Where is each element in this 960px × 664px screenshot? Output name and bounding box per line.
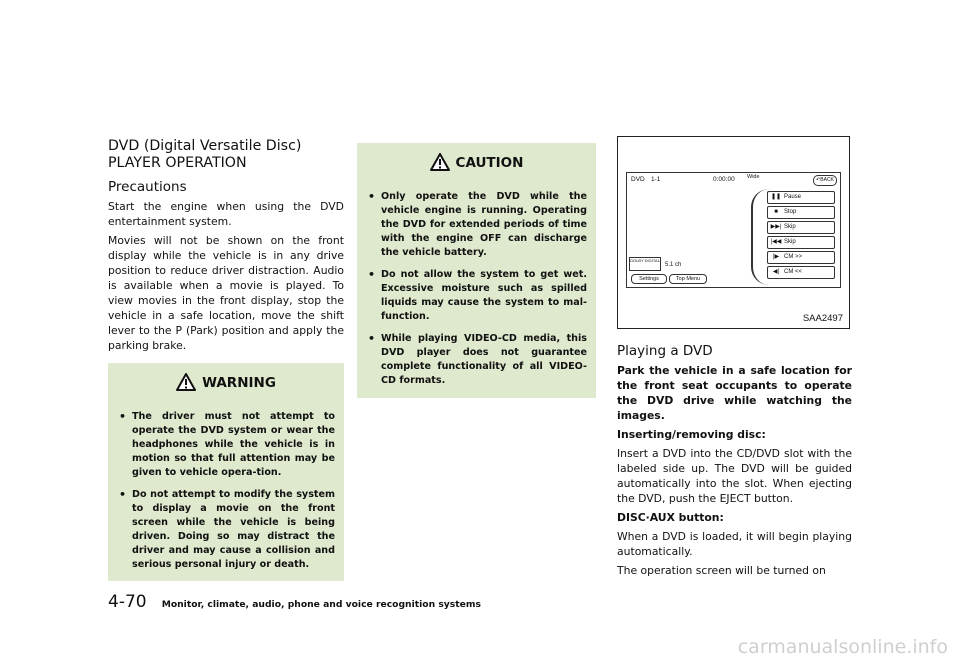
stop-icon: ■ [774,209,778,215]
cm-back-icon: ◀| [772,269,780,275]
back-icon: ↶ [816,177,821,183]
skip-forward-icon: ▶▶| [770,224,782,230]
footer-chapter-title: Monitor, climate, audio, phone and voice recognition systems [161,599,481,610]
dvd-operation-screen [626,172,841,288]
warning-title: WARNING [202,375,276,391]
park-vehicle-note: Park the vehicle in a safe location for the front seat occupants to operate the DVD drive while watching the images. [617,364,852,422]
inserting-text: Insert a DVD into the CD/DVD slot with the labeled side up. The DVD will be guided automatically into the slot. When ejecting the DVD, push the EJECT button. [617,447,852,505]
precautions-heading: Precautions [108,179,187,195]
cm-forward-icon: |▶ [772,254,780,260]
caution-item: • Do not allow the system to get wet. Excessive moisture such as spilled liquids may cause the system to mal-function. [366,268,587,324]
warning-triangle-icon [176,373,196,396]
cm-forward-button[interactable]: |▶ CM >> [767,251,835,264]
paragraph-start-engine: Start the engine when using the DVD entertainment system. [108,200,344,228]
playing-dvd-heading: Playing a DVD [617,343,713,359]
track-number: 1-1 [651,176,661,183]
pause-icon: ❚❚ [770,194,782,200]
middle-column [357,143,596,398]
left-column [108,138,344,581]
page-number: 4-70 [108,592,147,612]
settings-button[interactable]: Settings [631,274,667,284]
warning-box [108,363,344,581]
screen-mode: Wide [747,174,760,180]
channel-indicator: 5.1 ch [665,262,682,268]
screen-title: DVD [631,176,645,183]
dolby-digital-logo: DOLBY DIGITAL [629,257,661,271]
dvd-screen-figure [617,136,850,329]
stop-button[interactable]: ■ Stop [767,206,835,219]
caution-triangle-icon [430,153,450,176]
caution-list [366,190,587,388]
caution-title-row [366,153,587,176]
play-time: 0:00:00 [713,176,735,183]
warning-item: • Do not attempt to modify the system to display a movie on the front screen while the vehicle is being driven. Doing so may distract the driver and may cause a collision and serious personal injury or death. [117,488,335,572]
top-menu-button[interactable]: Top Menu [669,274,707,284]
page-footer [108,592,481,612]
skip-back-icon: |◀◀ [770,239,782,245]
paragraph-front-display: Movies will not be shown on the front display while the vehicle is in any drive position to reduce driver distraction. Audio is available when a movie is played. To view movies in the front display, stop the vehicle in a safe location, move the shift lever to the P (Park) position and apply the parking brake. [108,234,344,352]
skip-forward-button[interactable]: ▶▶| Skip [767,221,835,234]
warning-item: • The driver must not attempt to operate the DVD system or wear the headphones while the vehicle is in motion so that full attention may be given to vehicle opera-tion. [117,410,335,480]
caution-box [357,143,596,398]
right-column [617,136,852,582]
figure-code: SAA2497 [802,313,843,324]
pause-button[interactable]: ❚❚ Pause [767,191,835,204]
inserting-heading: Inserting/removing disc: [617,428,766,441]
warning-title-row [117,373,335,396]
caution-title: CAUTION [455,155,524,171]
watermark: carmanualsonline.info [737,636,948,658]
playback-control-panel [751,189,837,285]
operation-screen-text: The operation screen will be turned on [617,564,826,577]
warning-list [117,410,335,572]
section-heading: DVD (Digital Versatile Disc) PLAYER OPERATION [108,138,302,171]
disc-aux-text: When a DVD is loaded, it will begin playing automatically. [617,530,852,558]
skip-back-button[interactable]: |◀◀ Skip [767,236,835,249]
disc-aux-heading: DISC·AUX button: [617,511,724,524]
caution-item: • Only operate the DVD while the vehicle engine is running. Operating the DVD for extended periods of time with the engine OFF can discharge the vehicle battery. [366,190,587,260]
caution-item: • While playing VIDEO-CD media, this DVD player does not guarantee complete functionality of all VIDEO-CD formats. [366,332,587,388]
back-button[interactable]: ↶BACK [813,175,837,186]
cm-back-button[interactable]: ◀| CM << [767,266,835,279]
